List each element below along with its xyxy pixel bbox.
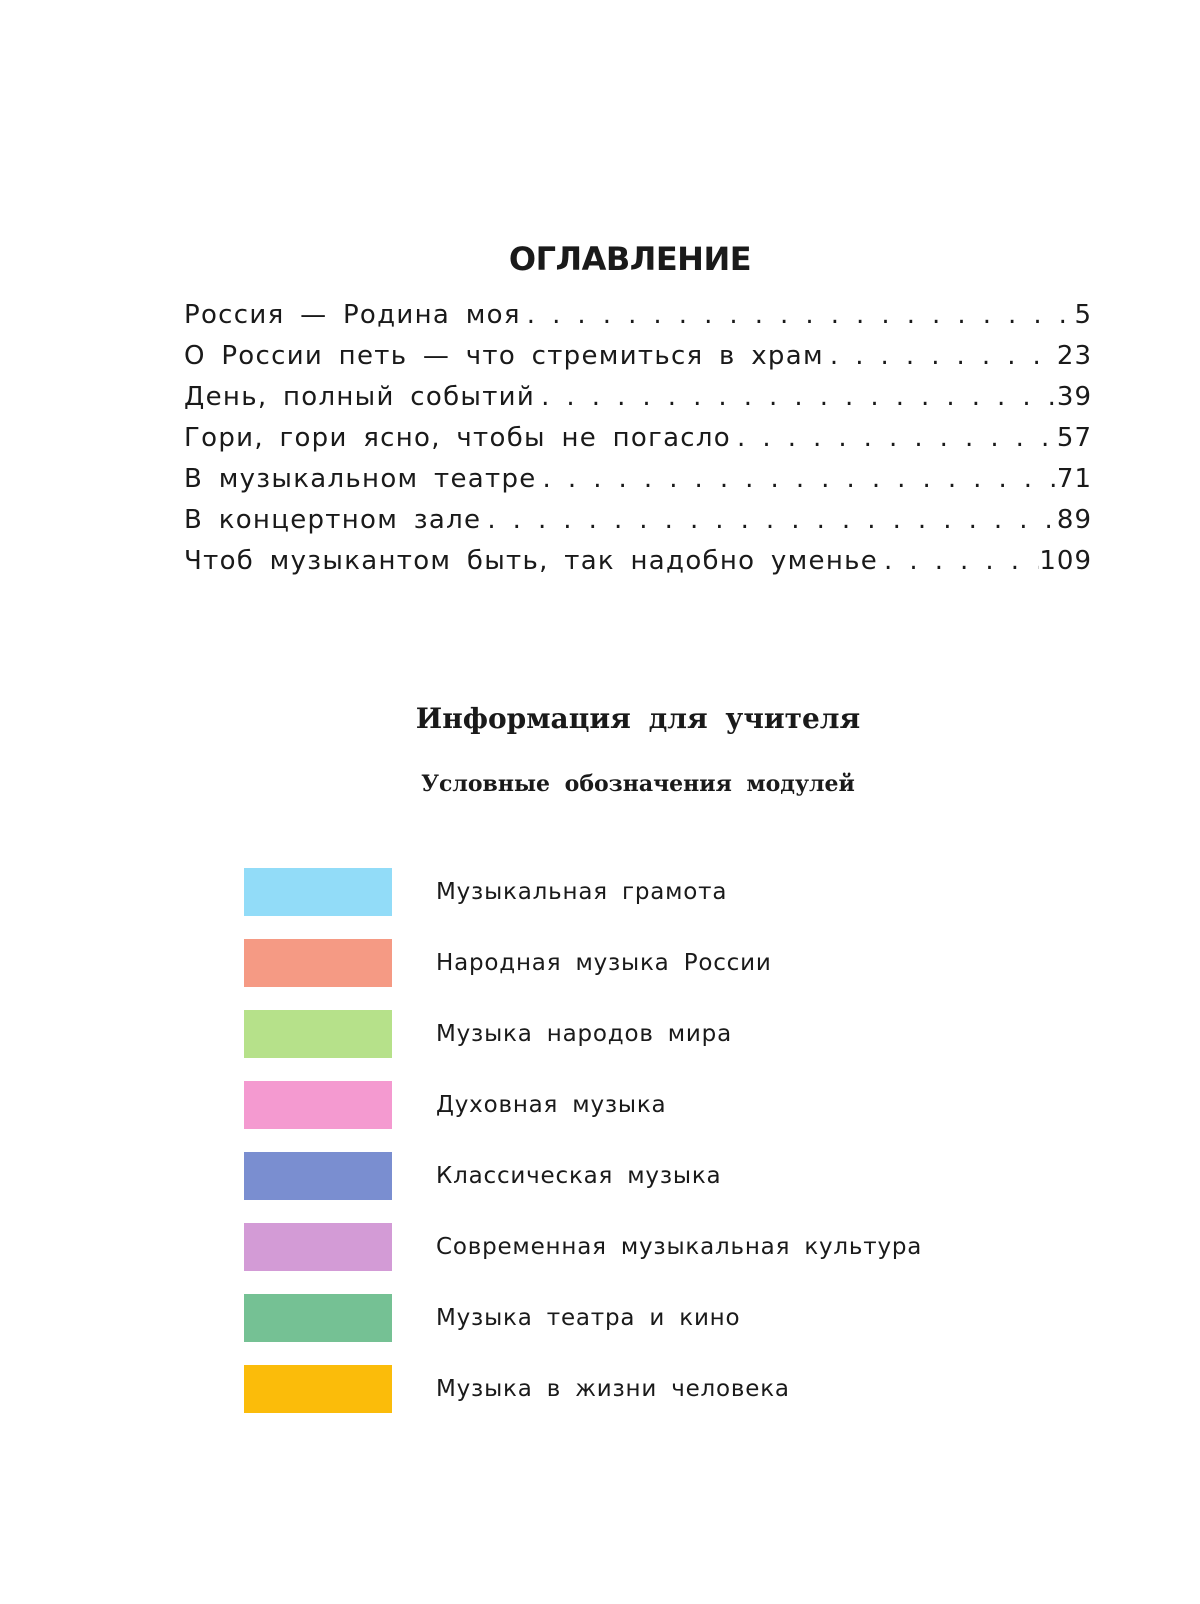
legend-label: Духовная музыка [436,1091,667,1118]
toc-leader-dots [481,505,1057,535]
toc-entry-page: 5 [1074,300,1092,330]
legend-item [244,1069,1044,1140]
toc-entry-title: День, полный событий [184,382,536,412]
toc-entry[interactable] [184,505,1092,546]
legend-item [244,1140,1044,1211]
toc-leader-dots [824,341,1057,371]
toc-entry[interactable] [184,423,1092,464]
toc-leader-dots [537,464,1057,494]
color-swatch [244,1294,392,1342]
toc-entry[interactable] [184,382,1092,423]
legend-label: Народная музыка России [436,949,772,976]
color-swatch [244,1010,392,1058]
toc-leader-dots [878,546,1039,576]
teacher-info-title: Информация для учителя [415,702,861,735]
toc-leader-dots [535,382,1057,412]
module-legend [244,856,1044,1424]
legend-item [244,1282,1044,1353]
toc-entry-page: 23 [1056,341,1092,371]
legend-label: Современная музыкальная культура [436,1233,923,1260]
legend-item [244,856,1044,927]
toc-leader-dots [521,300,1075,330]
legend-title: Условные обозначения модулей [421,771,855,797]
color-swatch [244,1152,392,1200]
toc-entry[interactable] [184,300,1092,341]
legend-item [244,1353,1044,1424]
color-swatch [244,939,392,987]
toc-entry[interactable] [184,464,1092,505]
legend-label: Музыка в жизни человека [436,1375,790,1402]
color-swatch [244,1223,392,1271]
toc-entry-title: Гори, гори ясно, чтобы не погасло [184,423,732,453]
toc-title: ОГЛАВЛЕНИЕ [508,240,752,278]
toc-entry-page: 39 [1056,382,1092,412]
toc-entry-title: Чтоб музыкантом быть, так надобно уменье [184,546,879,576]
toc-entry-title: В музыкальном театре [184,464,537,494]
toc-entry-title: О России петь — что стремиться в храм [184,341,824,371]
toc-entry-page: 89 [1056,505,1092,535]
legend-label: Музыка народов мира [436,1020,732,1047]
legend-label: Музыкальная грамота [436,878,728,905]
toc-entry[interactable] [184,341,1092,382]
toc-entry-page: 57 [1056,423,1092,453]
color-swatch [244,1081,392,1129]
legend-item [244,998,1044,1069]
toc-entry-title: Россия — Родина моя [184,300,521,330]
toc-entry-page: 71 [1056,464,1092,494]
toc-leader-dots [731,423,1057,453]
toc-entry-title: В концертном зале [184,505,482,535]
color-swatch [244,868,392,916]
legend-item [244,927,1044,998]
toc-entry-page: 109 [1039,546,1092,576]
toc-entry[interactable] [184,546,1092,587]
legend-item [244,1211,1044,1282]
legend-label: Классическая музыка [436,1162,722,1189]
color-swatch [244,1365,392,1413]
table-of-contents [184,300,1092,587]
legend-label: Музыка театра и кино [436,1304,741,1331]
